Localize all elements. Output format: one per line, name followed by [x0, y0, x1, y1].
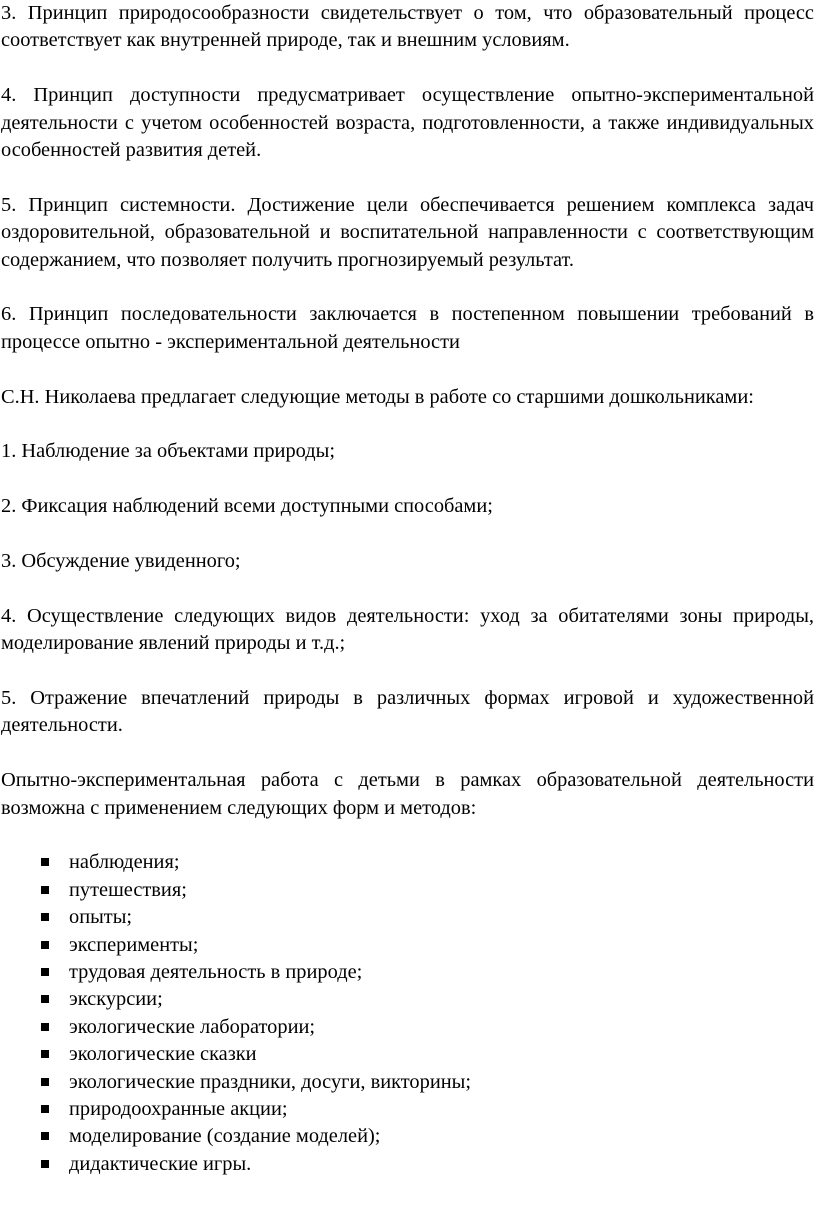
list-item-text: моделирование (создание моделей);: [69, 1125, 381, 1148]
list-item: [41, 877, 814, 904]
list-item-text: эксперименты;: [69, 933, 199, 956]
paragraph-gap: [1, 466, 814, 493]
paragraph-method-5: 5. Отражение впечатлений природы в различных формах игровой и художественной деятельности.: [1, 687, 814, 737]
square-bullet-icon: [41, 1105, 49, 1113]
square-bullet-icon: [41, 995, 49, 1003]
list-item: [41, 849, 814, 876]
square-bullet-icon: [41, 1160, 49, 1168]
paragraph-gap: [1, 274, 814, 301]
square-bullet-icon: [41, 1050, 49, 1058]
list-item-text: наблюдения;: [69, 851, 180, 874]
square-bullet-icon: [41, 1132, 49, 1140]
paragraph-method-1: 1. Наблюдение за объектами природы;: [1, 440, 335, 463]
paragraph-method-2: 2. Фиксация наблюдений всеми доступными способами;: [1, 495, 493, 518]
paragraph-principle-5: 5. Принцип системности. Достижение цели обеспечивается решением комплекса задач оздоровительной, образовательной и воспитательной направленности с соответствующим содержанием, что позволяет получить прогнозируемый результат.: [1, 193, 814, 271]
list-item: [41, 959, 814, 986]
list-item-text: экологические праздники, досуги, викторины;: [69, 1070, 472, 1093]
paragraph-gap: [1, 164, 814, 191]
paragraph-gap: [1, 740, 814, 767]
list-item-text: путешествия;: [69, 878, 187, 901]
list-item: [41, 932, 814, 959]
square-bullet-icon: [41, 886, 49, 894]
paragraph-principle-6: 6. Принцип последовательности заключается в постепенном повышении требований в процессе опытно - экспериментальной деятельности: [1, 303, 814, 353]
list-item: [41, 986, 814, 1013]
square-bullet-icon: [41, 858, 49, 866]
list-item: [41, 1123, 814, 1150]
paragraph-principle-3: 3. Принцип природосообразности свидетельствует о том, что образовательный процесс соответствует как внутренней природе, так и внешним условиям.: [1, 2, 814, 52]
list-item: [41, 1041, 814, 1068]
paragraph-forms-intro: Опытно-экспериментальная работа с детьми в рамках образовательной деятельности возможна с применением следующих форм и методов:: [1, 769, 814, 819]
paragraph-gap: [1, 411, 814, 438]
square-bullet-icon: [41, 1023, 49, 1031]
square-bullet-icon: [41, 913, 49, 921]
list-item: [41, 904, 814, 931]
paragraph-nikolaeva-intro: С.Н. Николаева предлагает следующие методы в работе со старшими дошкольниками:: [1, 385, 754, 408]
list-item: [41, 1014, 814, 1041]
list-item-text: экологические лаборатории;: [69, 1015, 316, 1038]
paragraph-principle-4: 4. Принцип доступности предусматривает осуществление опытно-экспериментальной деятельности с учетом особенностей возраста, подготовленности, а также индивидуальных особенностей развития детей.: [1, 84, 814, 162]
paragraph-gap: [1, 55, 814, 82]
paragraph-gap: [1, 521, 814, 548]
list-item-text: опыты;: [69, 906, 133, 929]
list-item-text: экологические сказки: [69, 1043, 257, 1066]
paragraph-gap: [1, 575, 814, 602]
list-item: [41, 1069, 814, 1096]
list-item: [41, 1151, 814, 1178]
square-bullet-icon: [41, 1078, 49, 1086]
forms-methods-list: [1, 849, 814, 1178]
list-item-text: природоохранные акции;: [69, 1098, 288, 1121]
list-item-text: трудовая деятельность в природе;: [69, 961, 363, 984]
paragraph-method-4: 4. Осуществление следующих видов деятельности: уход за обитателями зоны природы, моделирование явлений природы и т.д.;: [1, 604, 814, 655]
list-item-text: дидактические игры.: [69, 1152, 252, 1175]
list-item: [41, 1096, 814, 1123]
paragraph-method-3: 3. Обсуждение увиденного;: [1, 550, 241, 573]
paragraph-gap: [1, 658, 814, 685]
list-item-text: экскурсии;: [69, 988, 163, 1011]
paragraph-gap: [1, 822, 814, 849]
square-bullet-icon: [41, 941, 49, 949]
square-bullet-icon: [41, 968, 49, 976]
paragraph-gap: [1, 356, 814, 383]
